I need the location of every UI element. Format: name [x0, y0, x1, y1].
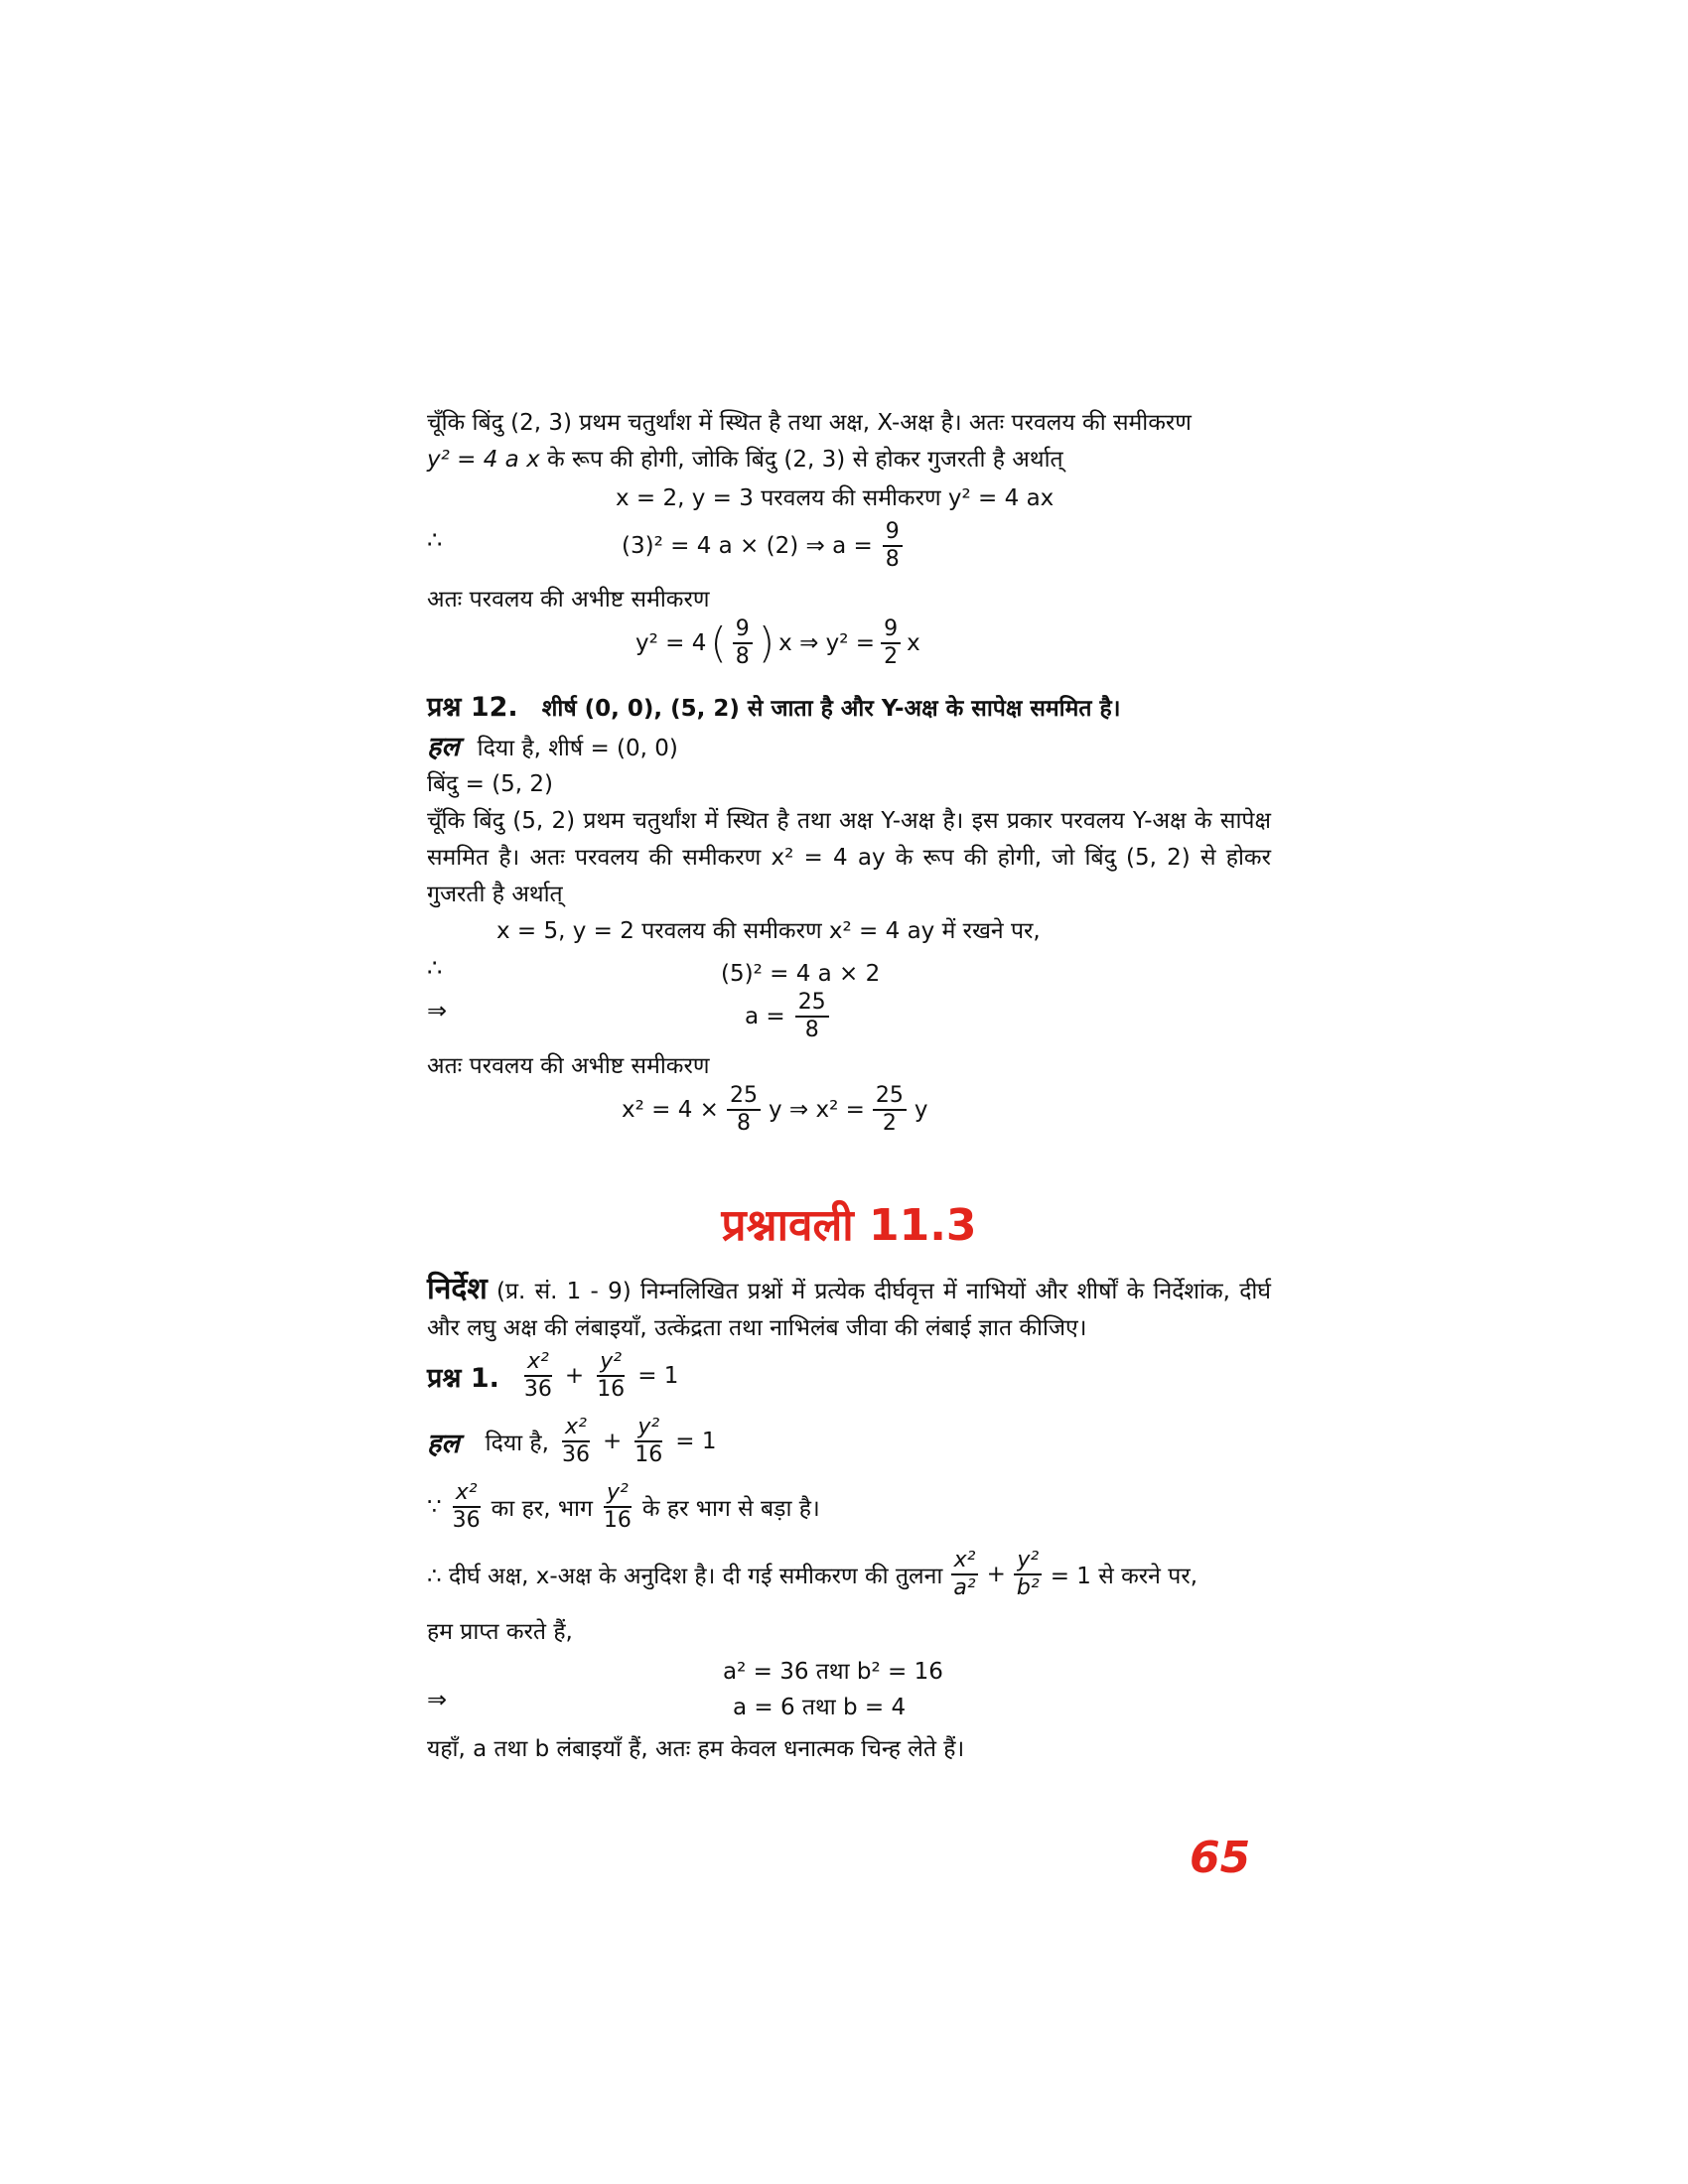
q12-given: हल दिया है, शीर्ष = (0, 0)	[427, 732, 678, 762]
section-title: प्रश्नावली 11.3	[721, 1200, 977, 1251]
q12-equation-2: ⇒ a = $\frac{25}{8}$	[427, 989, 1271, 1044]
q12-atah: अतः परवलय की अभीष्ट समीकरण	[427, 1053, 710, 1079]
q12-paragraph: चूँकि बिंदु (5, 2) प्रथम चतुर्थांश में स्थित है तथा अक्ष Y-अक्ष है। इस प्रकार परवलय Y-अक्ष के सापेक्ष सममित है। अतः परवलय की समीकरण x² = 4 ay के रूप की होगी, जो बिंदु (5, 2) से होकर गुजरती है अर्थात्	[427, 808, 1271, 907]
q12-point: बिंदु = (5, 2)	[427, 771, 554, 797]
q1-eq-squares: a² = 36 तथा b² = 16	[723, 1659, 943, 1685]
q1-note: यहाँ, a तथा b लंबाइयाँ हैं, अतः हम केवल धनात्मक चिन्ह लेते हैं।	[427, 1736, 965, 1762]
q1-given: हल दिया है, $\frac{\text{x²}}{36}$ + $\frac{\text{y²}}{16}$ = 1	[427, 1415, 717, 1467]
q12-equation-3: x² = 4 × $\frac{25}{8}$ y ⇒ x² = $\frac{25}{2}$ y	[622, 1083, 928, 1136]
prev-line-3: x = 2, y = 3 परवलय की समीकरण y² = 4 ax	[616, 485, 1055, 511]
q1-obtain: हम प्राप्त करते हैं,	[427, 1619, 573, 1645]
prev-equation-2: y² = 4 ( $\frac{9}{8}$ ) x ⇒ y² = $\frac{9}{2}$ x	[635, 616, 920, 669]
prev-equation-1: ∴ (3)² = 4 a × (2) ⇒ a = $\frac{9}{8}$	[427, 518, 1271, 574]
prev-atah: अतः परवलय की अभीष्ट समीकरण	[427, 587, 710, 613]
q1-eq-values: ⇒ a = 6 तथा b = 4	[427, 1686, 907, 1720]
question-12: प्रश्न 12. शीर्ष (0, 0), (5, 2) से जाता है और Y-अक्ष के सापेक्ष सममित है।	[427, 692, 1121, 723]
prev-line-1: चूँकि बिंदु (2, 3) प्रथम चतुर्थांश में स्थित है तथा अक्ष, X-अक्ष है। अतः परवलय की समीकरण	[427, 410, 1192, 436]
q1-major-axis: ∴ दीर्घ अक्ष, x-अक्ष के अनुदिश है। दी गई समीकरण की तुलना $\frac{\text{x²}}{\text{a²}}$ + $\frac{\text{y²}}{\text{b²}}$ = 1 से करने पर,	[427, 1548, 1198, 1600]
page-number: 65	[1190, 1833, 1251, 1883]
q12-substitute: x = 5, y = 2 परवलय की समीकरण x² = 4 ay में रखने पर,	[496, 918, 1041, 944]
question-1: प्रश्न 1. $\frac{\text{x²}}{36}$ + $\frac{\text{y²}}{16}$ = 1	[427, 1349, 679, 1402]
directions: निर्देश (प्र. सं. 1 - 9) निम्नलिखित प्रश्नों में प्रत्येक दीर्घवृत्त में नाभियों और शीर्षों के निर्देशांक, दीर्घ और लघु अक्ष की लंबाइयाँ, उत्केंद्रता तथा नाभिलंब जीवा की लंबाई ज्ञात कीजिए।	[427, 1272, 1271, 1341]
prev-line-2: y² = 4 a x के रूप की होगी, जोकि बिंदु (2, 3) से होकर गुजरती है अर्थात्	[427, 447, 1063, 473]
q1-because: ∵ $\frac{\text{x²}}{36}$ का हर, भाग $\frac{\text{y²}}{16}$ के हर भाग से बड़ा है।	[427, 1480, 820, 1533]
q12-equation-1: ∴ (5)² = 4 a × 2	[427, 954, 881, 987]
